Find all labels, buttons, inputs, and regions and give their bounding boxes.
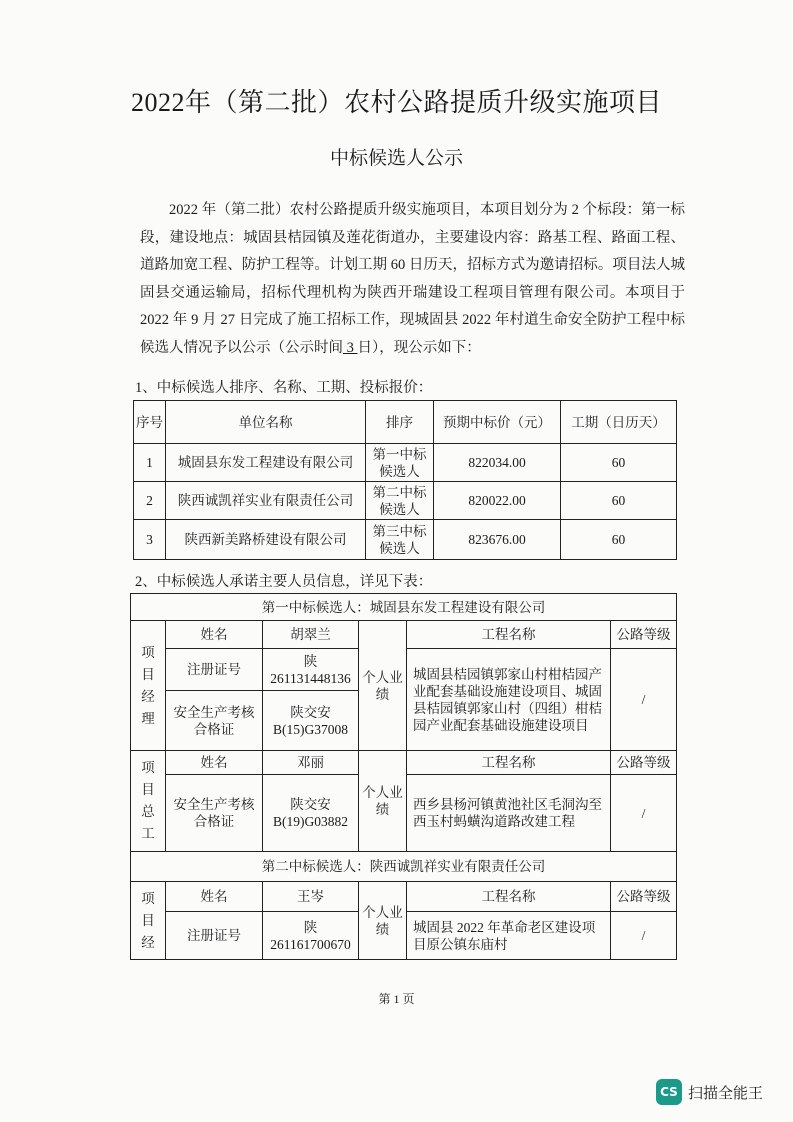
cell-no: 3: [134, 520, 166, 560]
header-days: 工期（日历天）: [561, 401, 677, 444]
c2-pm-reg-no: 陕261161700670: [263, 912, 359, 960]
cell-days: 60: [561, 482, 677, 520]
intro-paragraph: [140, 197, 685, 363]
te-safety-cert: 陕交安B(19)G03882: [263, 775, 359, 852]
cell-rank: 第三中标候选人: [366, 520, 434, 560]
performance-label: 个人业绩: [359, 882, 407, 960]
header-price: 预期中标价（元）: [434, 401, 561, 444]
page-number: 第 1 页: [378, 992, 415, 1006]
name-label: 姓名: [166, 882, 263, 912]
c2-pm-project: 城固县 2022 年革命老区建设项目原公镇东庙村: [407, 912, 611, 960]
publicity-days: 3: [343, 339, 358, 356]
pm-safety-cert: 陕交安B(15)G37008: [263, 691, 359, 751]
te-label: 项目总工: [141, 760, 155, 841]
header-no: 序号: [134, 401, 166, 444]
camscanner-logo-icon: CS: [656, 1079, 682, 1105]
pm-project: 城固县桔园镇郭家山村柑桔园产业配套基础设施建设项目、城固县桔园镇郭家山村（四组）柑桔园产业配套基础设施建设项目: [407, 649, 611, 751]
c2-pm-label: 项目经: [141, 890, 155, 950]
candidate-1-header: 第一中标候选人：城固县东发工程建设有限公司: [131, 594, 677, 621]
cell-price: 822034.00: [434, 444, 561, 482]
cell-name: 陕西新美路桥建设有限公司: [166, 520, 366, 560]
road-grade-label: 公路等级: [611, 621, 677, 649]
safety-cert-label: 安全生产考核合格证: [166, 691, 263, 751]
watermark-text: 扫描全能王: [688, 1083, 764, 1102]
table-row: [134, 520, 677, 560]
project-name-label: 工程名称: [407, 621, 611, 649]
te-name: 邓丽: [263, 751, 359, 775]
te-project: 西乡县杨河镇黄池社区毛洞沟至西玉村蚂蟥沟道路改建工程: [407, 775, 611, 852]
personnel-table: [130, 593, 677, 960]
cell-rank: 第二中标候选人: [366, 482, 434, 520]
header-name: 单位名称: [166, 401, 366, 444]
road-grade-label: 公路等级: [611, 751, 677, 775]
c2-pm-name: 王岑: [263, 882, 359, 912]
reg-label: 注册证号: [166, 912, 263, 960]
road-grade-label: 公路等级: [611, 882, 677, 912]
reg-label: 注册证号: [166, 649, 263, 691]
project-name-label: 工程名称: [407, 882, 611, 912]
table-header-row: [134, 401, 677, 444]
intro-text-end: 日），现公示如下：: [357, 339, 481, 356]
cell-price: 820022.00: [434, 482, 561, 520]
cell-days: 60: [561, 444, 677, 482]
pm-road-grade: /: [611, 649, 677, 751]
name-label: 姓名: [166, 751, 263, 775]
project-name-label: 工程名称: [407, 751, 611, 775]
candidate-2-header: 第二中标候选人：陕西诚凯祥实业有限责任公司: [131, 852, 677, 882]
cell-name: 城固县东发工程建设有限公司: [166, 444, 366, 482]
performance-label: 个人业绩: [359, 751, 407, 852]
header-rank: 排序: [366, 401, 434, 444]
candidates-table: [133, 400, 677, 560]
section-1-heading: 1、中标候选人排序、名称、工期、投标报价：: [135, 380, 433, 396]
document-subtitle: 中标候选人公示: [329, 148, 463, 169]
pm-label: 项目经理: [141, 644, 155, 726]
te-road-grade: /: [611, 775, 677, 852]
cell-no: 1: [134, 444, 166, 482]
pm-name: 胡翠兰: [263, 621, 359, 649]
cell-days: 60: [561, 520, 677, 560]
scanner-watermark: [656, 1079, 763, 1105]
c2-pm-road-grade: /: [611, 912, 677, 960]
cell-price: 823676.00: [434, 520, 561, 560]
cell-name: 陕西诚凯祥实业有限责任公司: [166, 482, 366, 520]
table-row: [134, 444, 677, 482]
cell-no: 2: [134, 482, 166, 520]
document-title: 2022年（第二批）农村公路提质升级实施项目: [130, 88, 662, 117]
intro-text: 2022 年（第二批）农村公路提质升级实施项目，本项目划分为 2 个标段：第一标段，建设地点：城固县桔园镇及莲花街道办，主要建设内容：路基工程、路面工程、道路加宽工程、防护工程等。计划工期 60 日历天，招标方式为邀请招标。项目法人城固县交通运输局，招标代理机构为陕西开瑞建设工程项目管理有限公司。本项目于 2022 年 9 月 27 日完成了施工招标工作，现城固县 2022 年村道生命安全防护工程中标候选人情况予以公示（公示时间: [140, 202, 685, 356]
pm-reg-no: 陕261131448136: [263, 649, 359, 691]
performance-label: 个人业绩: [359, 621, 407, 751]
table-row: [134, 482, 677, 520]
name-label: 姓名: [166, 621, 263, 649]
cell-rank: 第一中标候选人: [366, 444, 434, 482]
safety-cert-label: 安全生产考核合格证: [166, 775, 263, 852]
section-2-heading: 2、中标候选人承诺主要人员信息，详见下表：: [135, 574, 433, 590]
